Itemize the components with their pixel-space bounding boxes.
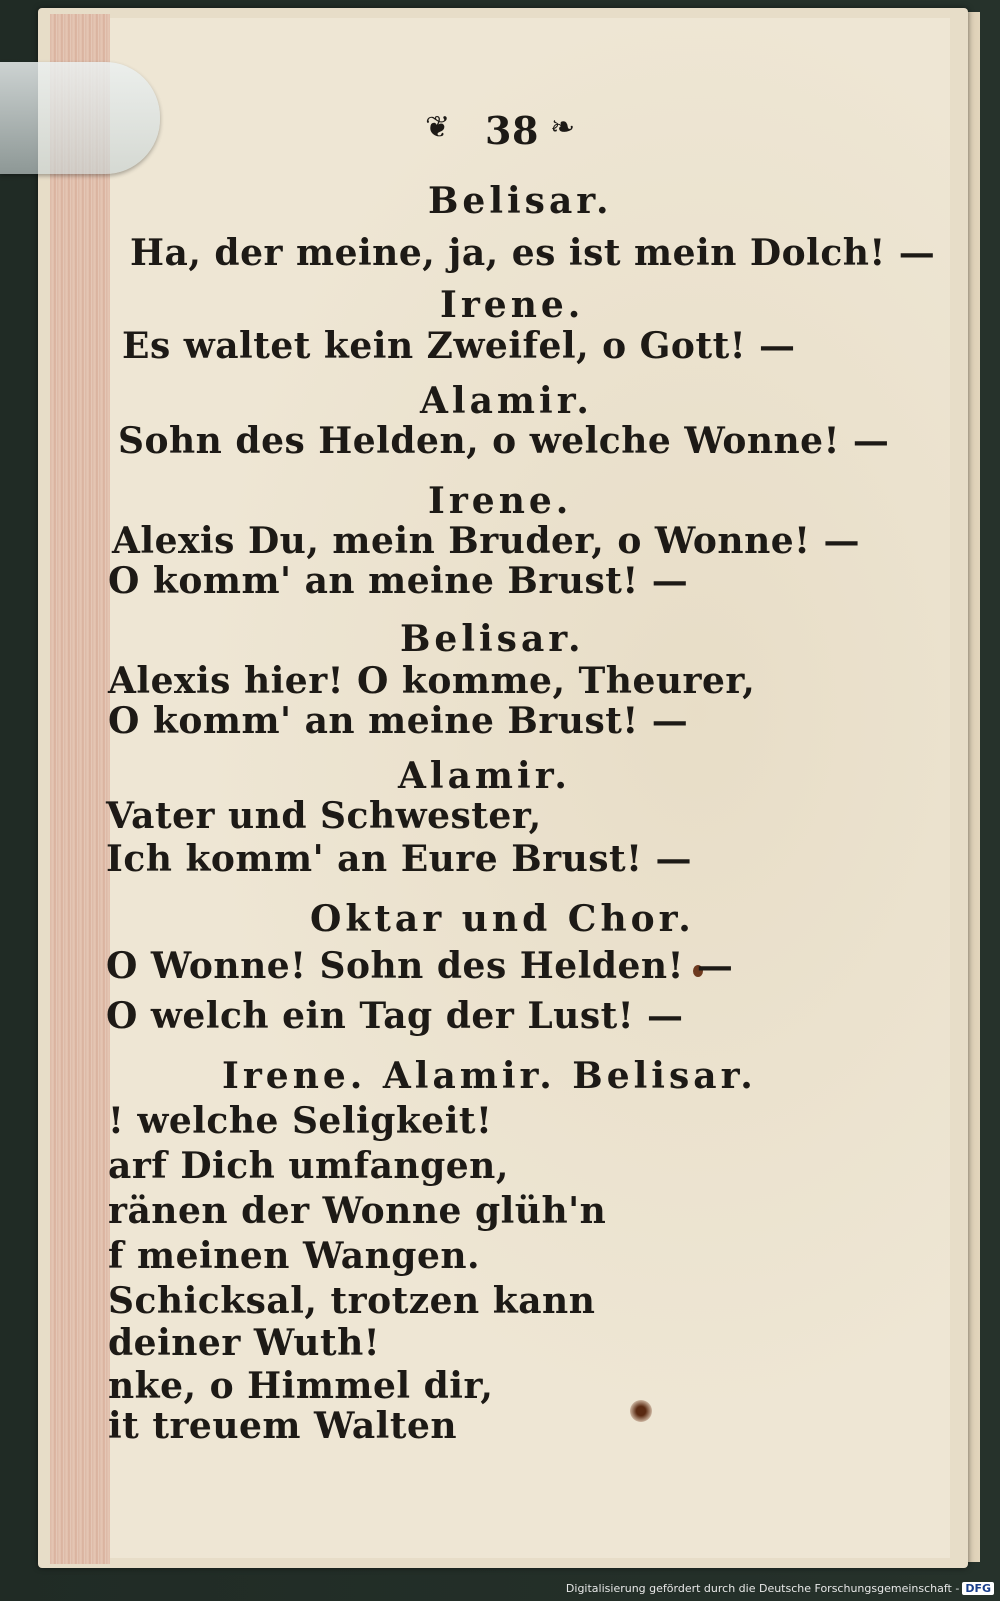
verse-line: Schicksal, trotzen kann: [108, 1280, 596, 1322]
verse-line: ! welche Seligkeit!: [108, 1100, 493, 1142]
verse-line: O komm' an meine Brust! —: [108, 560, 689, 602]
verse-line: Alexis Du, mein Bruder, o Wonne! —: [112, 520, 860, 562]
verse-line: it treuem Walten: [108, 1405, 458, 1447]
page-number: 38: [485, 108, 539, 153]
ornament-icon: ❦: [425, 110, 451, 145]
verse-line: ränen der Wonne glüh'n: [108, 1190, 607, 1232]
verse-line: f meinen Wangen.: [108, 1235, 481, 1277]
speaker-name: Irene. Alamir. Belisar.: [222, 1055, 757, 1097]
speaker-name: Oktar und Chor.: [310, 898, 695, 940]
speaker-name: Alamir.: [420, 380, 593, 422]
speaker-name: Belisar.: [400, 618, 585, 660]
credit-text: Digitalisierung gefördert durch die Deutsche Forschungsgemeinschaft -: [565, 1582, 960, 1595]
verse-line: nke, o Himmel dir,: [108, 1365, 494, 1407]
verse-line: arf Dich umfangen,: [108, 1145, 509, 1187]
verse-line: Ha, der meine, ja, es ist mein Dolch! —: [130, 232, 936, 274]
verse-line: O Wonne! Sohn des Helden! —: [106, 945, 734, 987]
verse-line: deiner Wuth!: [108, 1322, 381, 1364]
digitization-credit: [566, 1582, 994, 1595]
speaker-name: Irene.: [440, 284, 585, 326]
speaker-name: Alamir.: [398, 755, 571, 797]
speaker-name: Belisar.: [428, 180, 613, 222]
verse-line: O welch ein Tag der Lust! —: [106, 995, 684, 1037]
verse-line: Es waltet kein Zweifel, o Gott! —: [122, 325, 796, 367]
dfg-logo: DFG: [962, 1582, 994, 1595]
verse-line: O komm' an meine Brust! —: [108, 700, 689, 742]
verse-line: Alexis hier! O komme, Theurer,: [108, 660, 756, 702]
verse-line: Ich komm' an Eure Brust! —: [106, 838, 693, 880]
verse-line: Vater und Schwester,: [106, 795, 542, 837]
ornament-icon: ❧: [550, 110, 576, 145]
verse-line: Sohn des Helden, o welche Wonne! —: [118, 420, 890, 462]
speaker-name: Irene.: [428, 480, 573, 522]
